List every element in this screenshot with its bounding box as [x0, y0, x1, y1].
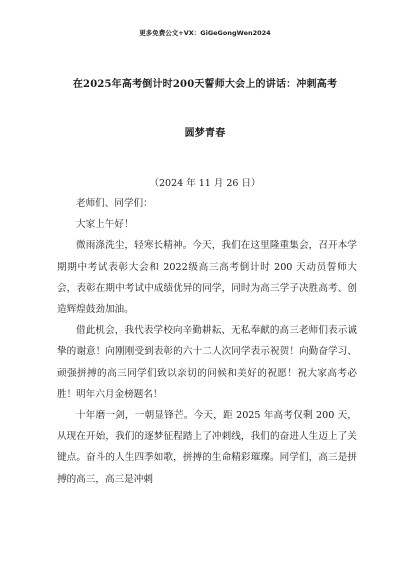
paragraph-3: 十年磨一剑，一朝显锋芒。今天，距 2025 年高考仅剩 200 天，从现在开始，我们的逐梦征程踏上了冲刺线，我们的奋进人生迈上了关键点。奋斗的人生四季如歌，拼搏的生命精彩璀璨。同学们，高三是拼搏的高三，高三是冲刺 — [57, 410, 357, 485]
greeting: 老师们、同学们： — [76, 198, 153, 209]
document-title-line-1: 在2025年高考倒计时200天誓师大会上的讲话：冲刺高考 — [72, 79, 338, 90]
document-title-line-2: 圆梦青春 — [184, 128, 226, 139]
hello-line: 大家上午好！ — [76, 219, 134, 231]
header-note: 更多免费公文+VX：GiGeGongWen2024 — [139, 29, 271, 37]
speech-body — [57, 193, 357, 490]
paragraph-1: 微雨涤洗尘，轻寒长精神。今天，我们在这里隆重集会，召开本学期期中考试表彰大会和 2022级高三高考倒计时 200 天动员誓师大会，表彰在期中考试中成绩优异的同学，同时为高三学子决胜高考、创造辉煌鼓劲加油。 — [57, 240, 357, 316]
paragraph-2: 借此机会，我代表学校向辛勤耕耘、无私奉献的高三老师们表示诚挚的谢意！向刚刚受到表彰的六十二人次同学表示祝贺！向勤奋学习、顽强拼搏的高三同学们致以亲切的问候和美好的祝愿！祝大家高考必胜！明年六月金榜题名！ — [57, 325, 357, 400]
speech-date: （2024 年 11 月 26 日） — [149, 178, 261, 189]
